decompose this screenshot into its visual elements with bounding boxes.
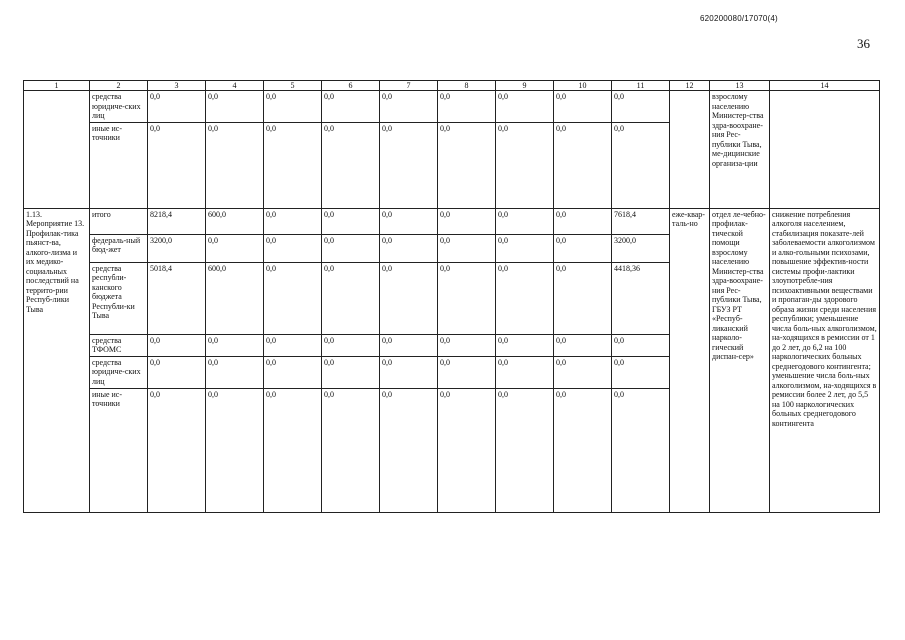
funding-source: средства юридиче-ских лиц	[90, 356, 148, 388]
amount-cell: 0,0	[496, 334, 554, 356]
column-header: 6	[322, 81, 380, 91]
amount-cell: 0,0	[438, 234, 496, 262]
amount-cell: 0,0	[438, 334, 496, 356]
column-header: 5	[264, 81, 322, 91]
amount-cell: 0,0	[322, 91, 380, 123]
amount-cell: 0,0	[380, 91, 438, 123]
amount-cell: 0,0	[264, 234, 322, 262]
executor: взрослому населению Министер-ства здра-воохране-ния Рес-публики Тыва, ме-дицинские организа-ции	[710, 91, 770, 209]
amount-cell: 0,0	[554, 262, 612, 334]
amount-cell: 0,0	[496, 91, 554, 123]
amount-cell: 0,0	[612, 388, 670, 512]
amount-cell: 8218,4	[148, 208, 206, 234]
amount-cell: 0,0	[148, 334, 206, 356]
amount-cell: 0,0	[380, 208, 438, 234]
amount-cell: 0,0	[206, 334, 264, 356]
amount-cell: 0,0	[554, 234, 612, 262]
amount-cell: 7618,4	[612, 208, 670, 234]
column-header: 14	[770, 81, 880, 91]
funding-source: средства республи-канского бюджета Республи-ки Тыва	[90, 262, 148, 334]
amount-cell: 0,0	[612, 91, 670, 123]
amount-cell: 0,0	[264, 356, 322, 388]
amount-cell: 0,0	[438, 388, 496, 512]
execution-term	[670, 91, 710, 209]
amount-cell: 0,0	[148, 356, 206, 388]
amount-cell: 0,0	[554, 122, 612, 208]
amount-cell: 0,0	[554, 334, 612, 356]
amount-cell: 0,0	[496, 262, 554, 334]
column-header: 10	[554, 81, 612, 91]
amount-cell: 0,0	[380, 388, 438, 512]
amount-cell: 0,0	[438, 356, 496, 388]
execution-term: еже-квар-таль-но	[670, 208, 710, 512]
table-row	[24, 208, 880, 234]
amount-cell: 0,0	[206, 234, 264, 262]
expected-result	[770, 91, 880, 209]
amount-cell: 0,0	[380, 262, 438, 334]
funding-source: иные ис-точники	[90, 388, 148, 512]
amount-cell: 4418,36	[612, 262, 670, 334]
expected-result: снижение потребления алкоголя населением, стабилизация показате-лей заболеваемости алкоголизмом и алко-гольными психозами, повышение эффектив-ности системы профи-лактики злоупотребле-ния психоактивными веществами и пропаган-ды здорового образа жизни среди населения республики; уменьшение числа боль-ных алкоголизмом, на-ходящихся в ремиссии от 1 до 2 лет, до 6,2 на 100 наркологических больных среднегодового контингента; уменьшение числа боль-ных алкоголизмом, на-ходящихся в ремиссии более 2 лет, до 5,5 на 100 наркологических больных среднегодового контингента	[770, 208, 880, 512]
column-header: 11	[612, 81, 670, 91]
funding-source: федераль-ный бюд-жет	[90, 234, 148, 262]
amount-cell: 3200,0	[148, 234, 206, 262]
measure-name: 1.13. Мероприятие 13. Профилак-тика пьянст-ва, алкого-лизма и их медико-социальных последствий на террито-рии Респуб-лики Тыва	[24, 208, 90, 512]
amount-cell: 0,0	[554, 91, 612, 123]
amount-cell: 5018,4	[148, 262, 206, 334]
amount-cell: 0,0	[554, 388, 612, 512]
amount-cell: 0,0	[554, 208, 612, 234]
measure-name	[24, 91, 90, 209]
amount-cell: 0,0	[438, 262, 496, 334]
funding-source: средства юридиче-ских лиц	[90, 91, 148, 123]
table-row	[24, 91, 880, 123]
amount-cell: 0,0	[612, 356, 670, 388]
amount-cell: 600,0	[206, 262, 264, 334]
executor: отдел ле-чебно-профилак-тической помощи взрослому населению Министер-ства здра-воохране-ния Рес-публики Тыва, ГБУЗ РТ «Респуб-ликанский нарколо-гический диспан-сер»	[710, 208, 770, 512]
amount-cell: 0,0	[496, 388, 554, 512]
amount-cell: 0,0	[612, 122, 670, 208]
column-header: 4	[206, 81, 264, 91]
column-header: 12	[670, 81, 710, 91]
amount-cell: 0,0	[322, 208, 380, 234]
amount-cell: 0,0	[322, 356, 380, 388]
amount-cell: 0,0	[496, 234, 554, 262]
funding-source: средства ТФОМС	[90, 334, 148, 356]
amount-cell: 0,0	[380, 122, 438, 208]
amount-cell: 3200,0	[612, 234, 670, 262]
amount-cell: 0,0	[496, 122, 554, 208]
document-code: 620200080/17070(4)	[700, 14, 778, 23]
amount-cell: 0,0	[496, 208, 554, 234]
column-number-row	[24, 81, 880, 91]
column-header: 13	[710, 81, 770, 91]
amount-cell: 0,0	[438, 208, 496, 234]
amount-cell: 0,0	[554, 356, 612, 388]
amount-cell: 0,0	[322, 122, 380, 208]
column-header: 7	[380, 81, 438, 91]
amount-cell: 0,0	[322, 388, 380, 512]
amount-cell: 0,0	[206, 356, 264, 388]
amount-cell: 0,0	[496, 356, 554, 388]
column-header: 1	[24, 81, 90, 91]
amount-cell: 0,0	[322, 334, 380, 356]
amount-cell: 0,0	[612, 334, 670, 356]
amount-cell: 0,0	[206, 91, 264, 123]
amount-cell: 0,0	[264, 122, 322, 208]
column-header: 9	[496, 81, 554, 91]
amount-cell: 0,0	[264, 208, 322, 234]
amount-cell: 0,0	[264, 91, 322, 123]
amount-cell: 0,0	[380, 234, 438, 262]
funding-source: итого	[90, 208, 148, 234]
amount-cell: 0,0	[322, 234, 380, 262]
amount-cell: 0,0	[206, 122, 264, 208]
amount-cell: 0,0	[322, 262, 380, 334]
program-table	[23, 80, 880, 513]
funding-source: иные ис-точники	[90, 122, 148, 208]
page-number: 36	[857, 36, 870, 51]
column-header: 2	[90, 81, 148, 91]
amount-cell: 0,0	[264, 388, 322, 512]
column-header: 8	[438, 81, 496, 91]
amount-cell: 0,0	[380, 356, 438, 388]
amount-cell: 0,0	[264, 334, 322, 356]
amount-cell: 600,0	[206, 208, 264, 234]
amount-cell: 0,0	[380, 334, 438, 356]
column-header: 3	[148, 81, 206, 91]
amount-cell: 0,0	[206, 388, 264, 512]
amount-cell: 0,0	[438, 122, 496, 208]
amount-cell: 0,0	[438, 91, 496, 123]
amount-cell: 0,0	[264, 262, 322, 334]
amount-cell: 0,0	[148, 122, 206, 208]
amount-cell: 0,0	[148, 91, 206, 123]
amount-cell: 0,0	[148, 388, 206, 512]
